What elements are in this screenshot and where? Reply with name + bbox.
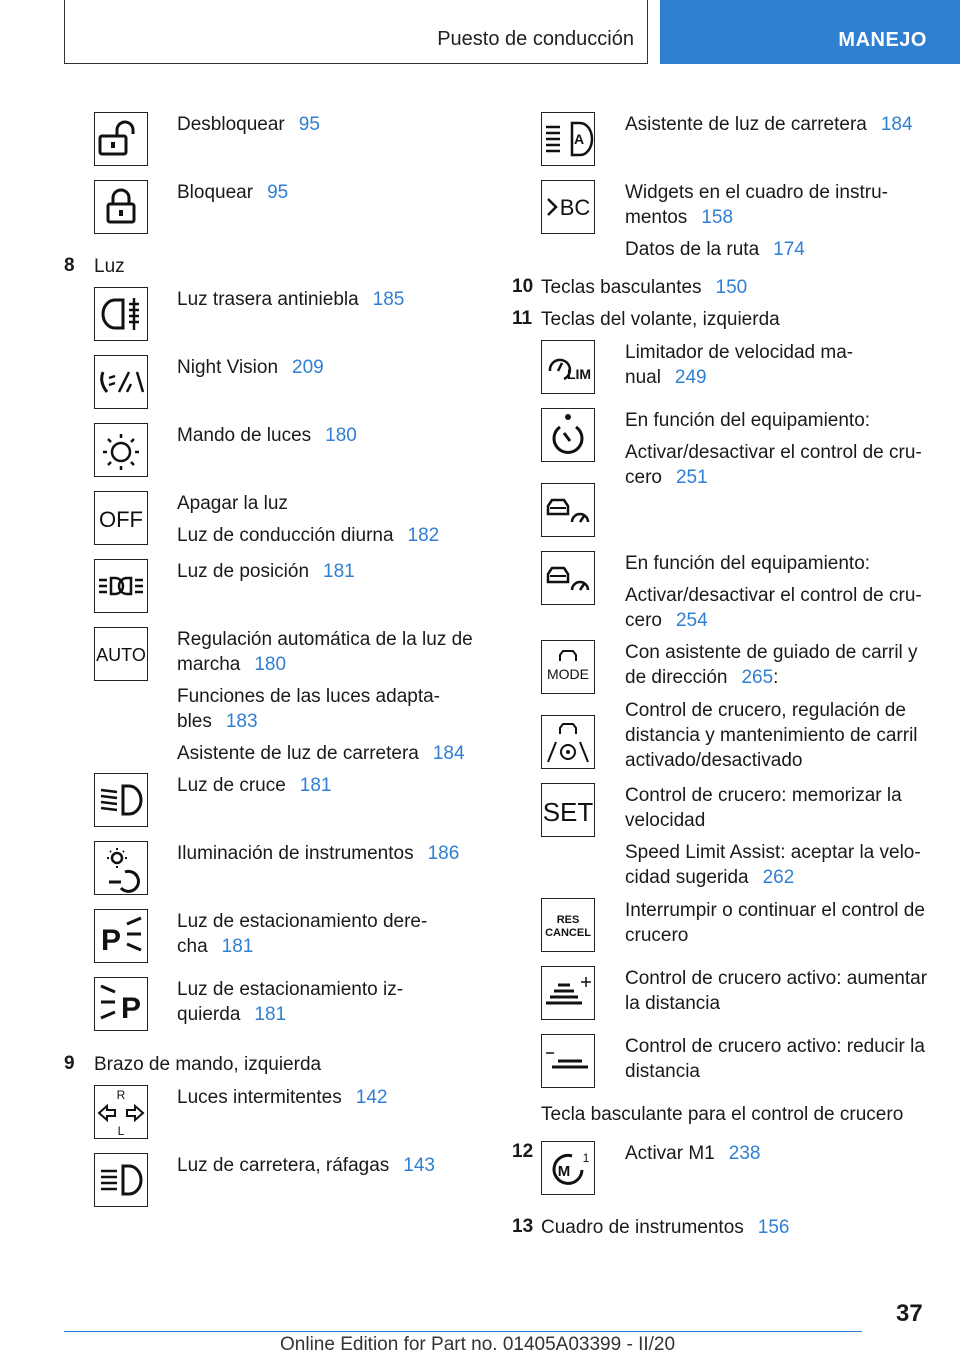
unlock-page-link[interactable]: 95 xyxy=(298,114,320,135)
rear-fog-light-icon xyxy=(94,287,148,341)
parking-left-page-link[interactable]: 181 xyxy=(254,1004,287,1025)
auto-light-icon xyxy=(94,627,148,681)
lights-off-icon xyxy=(94,491,148,545)
item-number-11: 11 xyxy=(512,308,533,329)
edition-note: Online Edition for Part no. 01405A03399 - II/20 xyxy=(280,1334,676,1355)
svg-text:SET: SET xyxy=(542,797,594,827)
svg-text:P: P xyxy=(100,924,122,957)
m1-label: Activar M1 238 xyxy=(625,1143,761,1164)
night-vision-label: Night Vision 209 xyxy=(177,357,324,378)
parking-left-label-1: Luz de estacionamiento iz- xyxy=(177,979,404,1000)
speed-limiter-page-link[interactable]: 249 xyxy=(674,367,707,388)
instrument-lighting-label: Iluminación de instrumentos 186 xyxy=(177,843,460,864)
high-beam-icon xyxy=(94,1153,148,1207)
speed-limit-assist-label-2: cidad sugerida 262 xyxy=(625,867,795,888)
mode-label-1: Con asistente de guiado de carril y xyxy=(625,642,918,663)
lock-icon xyxy=(94,180,148,234)
high-beam-page-link[interactable]: 143 xyxy=(403,1155,435,1176)
lights-off-label: Apagar la luz xyxy=(177,493,288,514)
res-label-2: crucero xyxy=(625,925,689,946)
svg-text:MODE: MODE xyxy=(547,666,589,682)
widgets-page-link[interactable]: 158 xyxy=(701,207,734,228)
parking-light-right-icon xyxy=(94,909,148,963)
active-cruise-icon xyxy=(541,551,595,605)
item-13-title: Cuadro de instrumentos 156 xyxy=(541,1217,790,1238)
cruise1-label-1: En función del equipamiento: xyxy=(625,410,871,431)
speed-limiter-label-2: nual 249 xyxy=(625,367,707,388)
turn-signal-icon xyxy=(94,1085,148,1139)
hb-assist-left-page-link[interactable]: 184 xyxy=(432,743,465,764)
mode-icon xyxy=(541,640,595,694)
speed-limit-assist-label: Speed Limit Assist: aceptar la velo- xyxy=(625,842,921,863)
item-8-title: Luz xyxy=(94,256,125,277)
daytime-light-label: Luz de conducción diurna 182 xyxy=(177,525,440,546)
light-control-label: Mando de luces 180 xyxy=(177,425,357,446)
svg-text:A: A xyxy=(573,131,585,147)
speed-limiter-label-1: Limitador de velocidad ma- xyxy=(625,342,854,363)
cruise1-label-3: cero 251 xyxy=(625,467,708,488)
lock-page-link[interactable]: 95 xyxy=(267,182,289,203)
section-title: Puesto de conducción xyxy=(437,28,634,50)
parking-right-label-1: Luz de estacionamiento dere- xyxy=(177,911,428,932)
trip-data-page-link[interactable]: 174 xyxy=(773,239,805,260)
night-vision-icon xyxy=(94,355,148,409)
set-icon xyxy=(541,783,595,837)
lane-label-3: activado/desactivado xyxy=(625,750,803,771)
mode-label-2: de dirección 265: xyxy=(625,667,779,688)
light-control-page-link[interactable]: 180 xyxy=(325,425,357,446)
item-number-8: 8 xyxy=(64,255,75,276)
item-number-12: 12 xyxy=(512,1141,534,1162)
auto-light-label-1: Regulación automática de la luz de xyxy=(177,629,473,650)
low-beam-label: Luz de cruce 181 xyxy=(177,775,332,796)
light-control-icon xyxy=(94,423,148,477)
high-beam-assistant-icon xyxy=(541,112,595,166)
cruise2-label-2: Activar/desactivar el control de cru- xyxy=(625,585,922,606)
svg-text:LIM: LIM xyxy=(566,366,592,382)
res-label-1: Interrumpir o continuar el control de xyxy=(625,900,925,921)
high-beam-assistant-label: Asistente de luz de carretera 184 xyxy=(625,114,913,135)
instrument-cluster-page-link[interactable]: 156 xyxy=(757,1217,790,1238)
parking-right-label-2: cha 181 xyxy=(177,936,254,957)
svg-text:OFF: OFF xyxy=(99,507,143,532)
svg-text:M: M xyxy=(557,1163,571,1180)
cruise2-label-3: cero 254 xyxy=(625,610,708,631)
adaptive-page-link[interactable]: 183 xyxy=(225,711,258,732)
auto-page-link[interactable]: 180 xyxy=(254,654,287,675)
unlock-label: Desbloquear 95 xyxy=(177,114,320,135)
distance-increase-label-1: Control de crucero activo: aumentar xyxy=(625,968,928,989)
distance-increase-label-2: la distancia xyxy=(625,993,721,1014)
speed-limit-assist-page-link[interactable]: 262 xyxy=(762,867,795,888)
svg-text:R: R xyxy=(116,1088,126,1102)
parking-left-label-2: quierda 181 xyxy=(177,1004,287,1025)
distance-decrease-label-2: distancia xyxy=(625,1061,700,1082)
distance-decrease-label-1: Control de crucero activo: reducir la xyxy=(625,1036,925,1057)
parking-right-page-link[interactable]: 181 xyxy=(221,936,254,957)
position-light-label: Luz de posición 181 xyxy=(177,561,355,582)
item-number-9: 9 xyxy=(64,1053,75,1074)
rocker-keys-page-link[interactable]: 150 xyxy=(715,277,748,298)
daytime-page-link[interactable]: 182 xyxy=(407,525,440,546)
res-icon-text: RES xyxy=(556,914,580,926)
m1-icon xyxy=(541,1141,595,1195)
svg-text:P: P xyxy=(120,992,142,1025)
auto-light-label-2: marcha 180 xyxy=(177,654,287,675)
lock-label: Bloquear 95 xyxy=(177,182,289,203)
cruise-control-icon xyxy=(541,408,595,462)
lane-label-1: Control de crucero, regulación de xyxy=(625,700,906,721)
item-number-13: 13 xyxy=(512,1216,534,1237)
lane-keeping-icon xyxy=(541,715,595,769)
adaptive-lights-label-2: bles 183 xyxy=(177,711,258,732)
widgets-label-1: Widgets en el cuadro de instru- xyxy=(625,182,888,203)
unlock-icon xyxy=(94,112,148,166)
position-light-icon xyxy=(94,559,148,613)
distance-decrease-icon xyxy=(541,1034,595,1088)
rocker-key-label: Tecla basculante para el control de crucero xyxy=(541,1104,904,1125)
adaptive-lights-label: Funciones de las luces adapta- xyxy=(177,686,440,707)
high-beam-label: Luz de carretera, ráfagas 143 xyxy=(177,1155,435,1176)
parking-light-left-icon xyxy=(94,977,148,1031)
turn-signal-page-link[interactable]: 142 xyxy=(355,1087,388,1108)
night-vision-page-link[interactable]: 209 xyxy=(292,357,324,378)
mode-page-link[interactable]: 265 xyxy=(741,667,774,688)
rear-fog-label: Luz trasera antiniebla 185 xyxy=(177,289,405,310)
lane-label-2: distancia y mantenimiento de carril xyxy=(625,725,918,746)
item-9-title: Brazo de mando, izquierda xyxy=(94,1054,322,1075)
high-beam-assist-label-left: Asistente de luz de carretera 184 xyxy=(177,743,465,764)
distance-increase-icon xyxy=(541,966,595,1020)
position-page-link[interactable]: 181 xyxy=(323,561,355,582)
instrument-lighting-icon xyxy=(94,841,148,895)
chapter-tab[interactable]: MANEJO xyxy=(660,0,960,64)
item-11-title: Teclas del volante, izquierda xyxy=(541,309,780,330)
rear-fog-page-link[interactable]: 185 xyxy=(372,289,405,310)
speed-limiter-icon xyxy=(541,340,595,394)
svg-text:BC: BC xyxy=(559,195,591,220)
set-label-1: Control de crucero: memorizar la xyxy=(625,785,902,806)
item-10-title: Teclas basculantes 150 xyxy=(541,277,748,298)
footer-divider xyxy=(64,1331,862,1332)
cancel-icon-text: CANCEL xyxy=(545,927,591,939)
cruise2-label-1: En función del equipamiento: xyxy=(625,553,871,574)
low-beam-icon xyxy=(94,773,148,827)
svg-text:L: L xyxy=(117,1124,125,1138)
svg-text:1: 1 xyxy=(582,1151,590,1165)
bc-widgets-icon xyxy=(541,180,595,234)
instruments-page-link[interactable]: 186 xyxy=(427,843,460,864)
set-label-2: velocidad xyxy=(625,810,706,831)
distance-cruise-icon xyxy=(541,483,595,537)
page-number: 37 xyxy=(896,1300,923,1327)
cruise2-page-link[interactable]: 254 xyxy=(675,610,708,631)
cruise1-page-link[interactable]: 251 xyxy=(675,467,708,488)
turn-signal-label: Luces intermitentes 142 xyxy=(177,1087,388,1108)
svg-text:AUTO: AUTO xyxy=(96,645,146,665)
cruise1-label-2: Activar/desactivar el control de cru- xyxy=(625,442,922,463)
trip-data-label: Datos de la ruta 174 xyxy=(625,239,805,260)
res-cancel-icon xyxy=(541,898,595,952)
widgets-label-2: mentos 158 xyxy=(625,207,734,228)
hb-assist-page-link[interactable]: 184 xyxy=(880,114,913,135)
low-beam-page-link[interactable]: 181 xyxy=(299,775,332,796)
item-number-10: 10 xyxy=(512,276,534,297)
m1-page-link[interactable]: 238 xyxy=(728,1143,761,1164)
